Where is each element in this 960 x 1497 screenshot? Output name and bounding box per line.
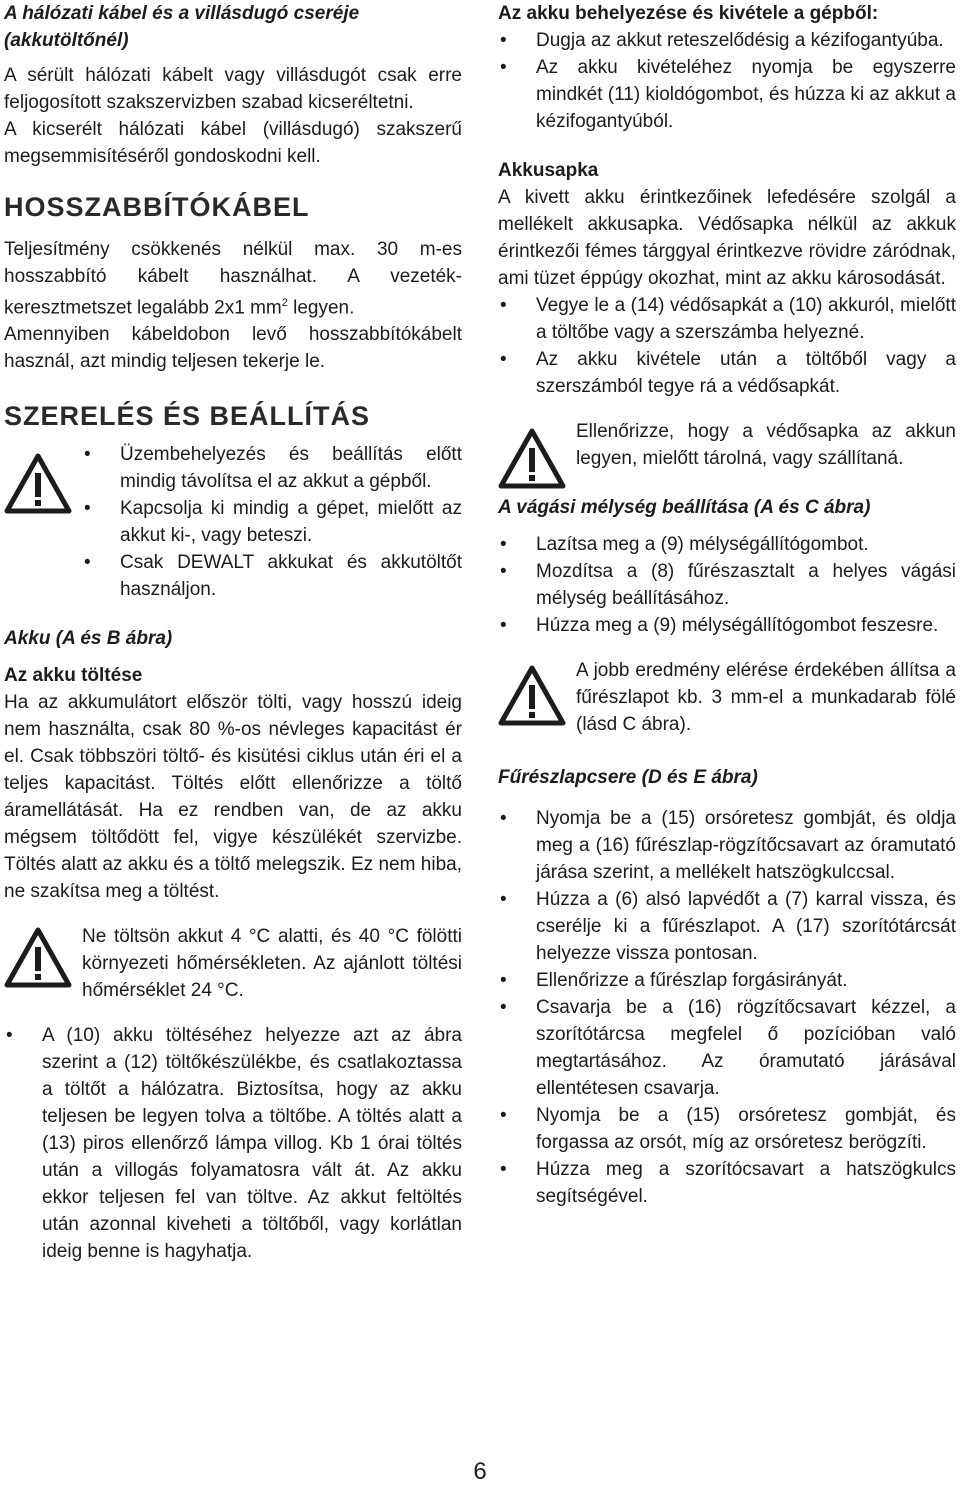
list-item: • Az akku kivétele után a töltőből vagy a szerszámból tegye rá a védősapkát. [498, 346, 956, 400]
section-title-battery-cap: Akkusapka [498, 160, 599, 181]
warning-block [4, 923, 462, 1004]
paragraph: A kicserélt hálózati kábel (villásdugó) szakszerű megsemmisítéséről gondoskodni kell. [4, 119, 462, 167]
warning-block [498, 657, 956, 738]
list-item: • Nyomja be a (15) orsóretesz gombját, és forgassa az orsót, míg az orsóretesz berögzíti. [498, 1102, 956, 1156]
warning-text: Ne töltsön akkut 4 °C alatti, és 40 °C fölötti környezeti hőmérsékleten. Az ajánlott töltési hőmérséklet 24 °C. [82, 926, 462, 1002]
section-title-insert-remove: Az akku behelyezése és kivétele a gépből: [498, 3, 879, 24]
list-item: • Húzza meg a (9) mélységállítógombot feszesre. [498, 612, 956, 639]
paragraph: A kivett akku érintkezőinek lefedésére szolgál a mellékelt akkusapka. Védősapka nélkül az akkuk érintkezői fémes tárggyal érintkezve rövidre záródnak, ami tüzet éppúgy okozhat, mint az akku károsodását. [498, 187, 956, 289]
list-item: • Nyomja be a (15) orsóretesz gombját, és oldja meg a (16) fűrészlap-rögzítőcsavart az óramutató járása szerint, a mellékelt hatszögkulccsal. [498, 805, 956, 886]
section-title-battery: Akku (A és B ábra) [4, 628, 173, 650]
left-column [4, 0, 462, 1265]
list-item: • Vegye le a (14) védősapkát a (10) akkuról, mielőtt a töltőbe vagy a szerszámba helyezné. [498, 292, 956, 346]
warning-text: A jobb eredmény elérése érdekében állítsa a fűrészlapot kb. 3 mm-el a munkadarab fölé (lásd C ábra). [576, 660, 956, 735]
list-item: • Lazítsa meg a (9) mélységállítógombot. [498, 531, 956, 558]
warning-icon [4, 927, 72, 989]
bullet-list [4, 1022, 462, 1265]
list-item: • A (10) akku töltéséhez helyezze azt az ábra szerint a (12) töltőkészülékbe, és csatlakoztassa a töltőt a hálózatra. Biztosítsa, hogy az akku teljesen be legyen tolva a töltőbe. A töltés alatt a (13) piros ellenőrző lámpa villog. Kb 1 órai töltés után a villogás folyamatosra vált át. Az akku ekkor teljesen fel van töltve. Az akkut feltöltés után azonnal kiveheti a töltőből, vagy korlátlan ideig benne is hagyhatja. [4, 1022, 462, 1265]
warning-icon [498, 665, 566, 727]
bullet-list [498, 805, 956, 1210]
section-title-assembly: SZERELÉS ÉS BEÁLLÍTÁS [4, 401, 371, 432]
list-item: • Mozdítsa a (8) fűrészasztalt a helyes vágási mélység beállításához. [498, 558, 956, 612]
right-column [498, 0, 956, 1210]
list-item: • Csak DEWALT akkukat és akkutöltőt használjon. [82, 549, 462, 603]
list-item: • Dugja az akkut reteszelődésig a kézifogantyúba. [498, 27, 956, 54]
list-item: • Húzza meg a szorítócsavart a hatszögkulcs segítségével. [498, 1156, 956, 1210]
warning-text: Ellenőrizze, hogy a védősapka az akkun legyen, mielőtt tárolná, vagy szállítaná. [576, 421, 956, 469]
section-title-blade-change: Fűrészlapcsere (D és E ábra) [498, 767, 758, 788]
paragraph: Teljesítmény csökkenés nélkül max. 30 m-es hosszabbító kábelt használhat. A vezeték-keresztmetszet legalább 2x1 $mm^2$ legyen. [4, 239, 462, 319]
section-title-cable: A hálózati kábel és a villásdugó cseréje (akkutöltőnél) [4, 3, 360, 51]
page-number: 6 [473, 1458, 487, 1485]
bullet-list [498, 531, 956, 639]
paragraph: Ha az akkumulátort először tölti, vagy hosszú ideig nem használta, csak 80 %-os névleges kapacitást ér el. Csak többszöri töltő- és kisütési ciklus után éri el a teljes kapacitást. Töltés előtt ellenőrizze a töltő áramellátását. Ha ez rendben van, de az akku mégsem töltődött fel, vigye készülékét szervizbe. Töltés alatt az akku és a töltő melegszik. Ez nem hiba, ne szakítsa meg a töltést. [4, 692, 462, 903]
bullet-list [82, 441, 462, 603]
warning-icon [498, 428, 566, 490]
section-title-cut-depth: A vágási mélység beállítása (A és C ábra) [498, 497, 871, 518]
list-item: • Üzembehelyezés és beállítás előtt mindig távolítsa el az akkut a gépből. [82, 441, 462, 495]
list-item: • Ellenőrizze a fűrészlap forgásirányát. [498, 967, 956, 994]
warning-icon [4, 453, 72, 515]
list-item: • Az akku kivételéhez nyomja be egyszerre mindkét (11) kioldógombot, és húzza ki az akkut a kézifogantyúból. [498, 54, 956, 135]
warning-block [498, 418, 956, 472]
section-title-extension-cable: HOSSZABBÍTÓKÁBEL [4, 192, 310, 222]
paragraph: A sérült hálózati kábelt vagy villásdugót csak erre feljogosított szakszervizben szabad kicseréltetni. [4, 65, 462, 113]
list-item: • Kapcsolja ki mindig a gépet, mielőtt az akkut ki-, vagy beteszi. [82, 495, 462, 549]
subsection-title-charging: Az akku töltése [4, 665, 143, 687]
bullet-list [498, 27, 956, 135]
paragraph: Amennyiben kábeldobon levő hosszabbítókábelt használ, azt mindig teljesen tekerje le. [4, 324, 462, 373]
list-item: • Csavarja be a (16) rögzítőcsavart kézzel, a szorítótárcsa megfelel ő pozícióban való megtartásához. Az óramutató járásával ellentétesen csavarja. [498, 994, 956, 1102]
warning-block [4, 441, 462, 603]
list-item: • Húzza a (6) alsó lapvédőt a (7) karral vissza, és cserélje ki a fűrészlapot. A (17) szorítótárcsát helyezze vissza pontosan. [498, 886, 956, 967]
bullet-list [498, 292, 956, 400]
